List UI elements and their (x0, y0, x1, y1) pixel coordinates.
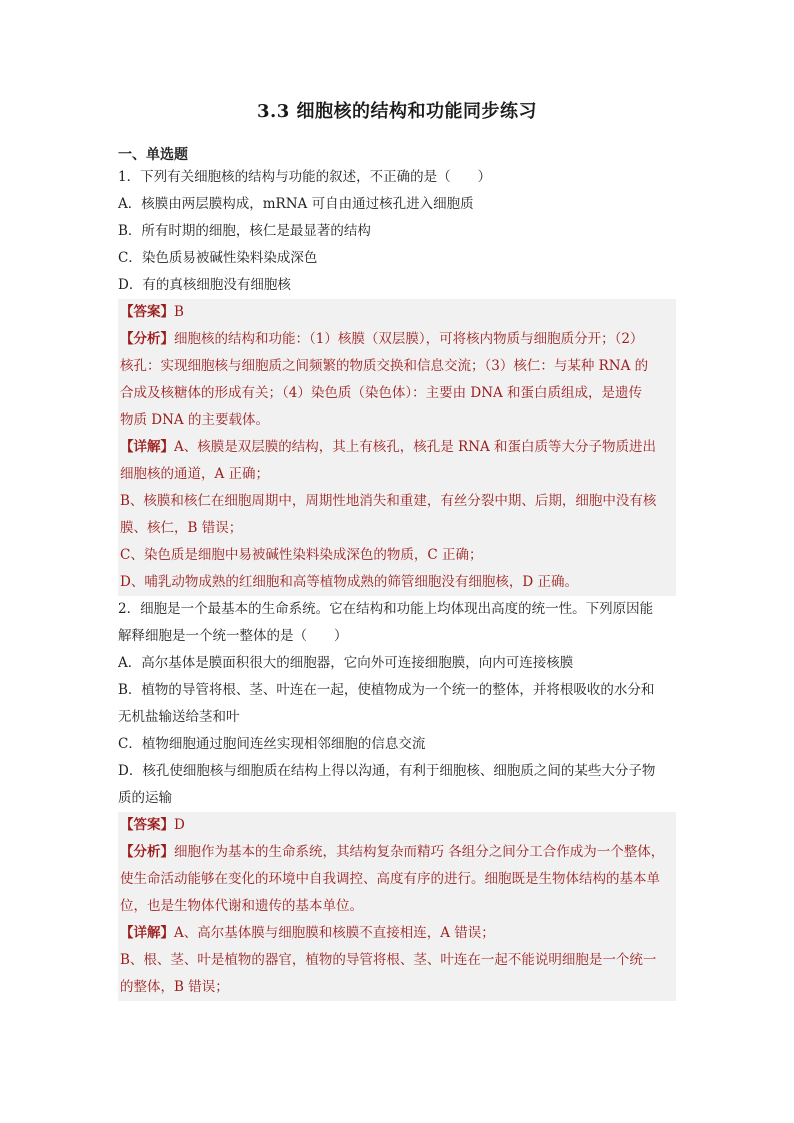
analysis-tag: 【分析】 (120, 331, 174, 347)
answer-value: B (174, 304, 184, 320)
analysis-tag: 【分析】 (120, 844, 174, 860)
answer-tag: 【答案】 (120, 817, 174, 833)
question-2-detail-line-2: B、根、茎、叶是植物的器官，植物的导管将根、茎、叶连在一起不能说明细胞是一个统一 (120, 952, 657, 968)
question-1-analysis-line-4: 物质 DNA 的主要载体。 (120, 412, 269, 428)
question-2-analysis-line-2: 使生命活动能够在变化的环境中自我调控、高度有序的进行。细胞既是生物体结构的基本单 (120, 871, 660, 887)
question-2-option-d-cont: 质的运输 (118, 790, 172, 806)
question-1-option-a: A．核膜由两层膜构成，mRNA 可自由通过核孔进入细胞质 (118, 196, 474, 212)
analysis-text: 细胞作为基本的生命系统，其结构复杂而精巧 各组分之间分工合作成为一个整体， (174, 844, 665, 860)
question-2-detail-line-1 (118, 920, 676, 947)
question-2-option-b: B．植物的导管将根、茎、叶连在一起，使植物成为一个统一的整体，并将根吸收的水分和 (118, 682, 655, 698)
question-2-option-a: A．高尔基体是膜面积很大的细胞器，它向外可连接细胞膜，向内可连接核膜 (118, 655, 574, 671)
question-2-detail-line-3: 的整体，B 错误； (120, 979, 229, 995)
question-1-detail-line-3: B、核膜和核仁在细胞周期中，周期性地消失和重建，有丝分裂中期、后期，细胞中没有核 (120, 493, 657, 509)
question-1-stem: 1．下列有关细胞核的结构与功能的叙述，不正确的是（ ） (118, 169, 492, 185)
detail-text: A、核膜是双层膜的结构，其上有核孔，核孔是 RNA 和蛋白质等大分子物质进出 (174, 439, 657, 455)
question-1-analysis-line-3: 合成及核糖体的形成有关；（4）染色质（染色体）：主要由 DNA 和蛋白质组成，是遗传 (120, 385, 643, 401)
answer-tag: 【答案】 (120, 304, 174, 320)
question-1-detail-line-1 (118, 434, 676, 461)
detail-tag: 【详解】 (120, 439, 174, 455)
document-body (118, 146, 676, 1001)
question-1-detail-line-4: 膜、核仁，B 错误； (120, 520, 243, 536)
question-2-option-b-cont: 无机盐输送给茎和叶 (118, 709, 240, 725)
question-1-detail-line-6: D、哺乳动物成熟的红细胞和高等植物成熟的筛管细胞没有细胞核，D 正确。 (120, 574, 578, 590)
question-2-analysis-line-3: 位，也是生物体代谢和遗传的基本单位。 (120, 898, 363, 914)
question-2-option-c: C．植物细胞通过胞间连丝实现相邻细胞的信息交流 (118, 736, 426, 752)
question-2-answer (118, 812, 676, 839)
question-1-detail-line-2: 细胞核的通道，A 正确； (120, 466, 270, 482)
question-2-stem-line-2: 解释细胞是一个统一整体的是（ ） (118, 628, 348, 644)
question-1-solution (118, 299, 676, 596)
question-2-analysis-line-1 (118, 839, 676, 866)
question-2-stem-line-1: 2．细胞是一个最基本的生命系统。它在结构和功能上均体现出高度的统一性。下列原因能 (118, 601, 654, 617)
question-1-answer (118, 299, 676, 326)
page-title: 3.3 细胞核的结构和功能同步练习 (256, 101, 538, 122)
question-1-detail-line-5: C、染色质是细胞中易被碱性染料染成深色的物质，C 正确； (120, 547, 483, 563)
question-2-option-d: D．核孔使细胞核与细胞质在结构上得以沟通，有利于细胞核、细胞质之间的某些大分子物 (118, 763, 656, 779)
answer-value: D (174, 817, 185, 833)
analysis-text: 细胞核的结构和功能：（1）核膜（双层膜），可将核内物质与细胞质分开；（2） (174, 331, 644, 347)
question-1-option-b: B．所有时期的细胞，核仁是最显著的结构 (118, 223, 371, 239)
question-2-solution (118, 812, 676, 1001)
detail-tag: 【详解】 (120, 925, 174, 941)
question-1-option-d: D．有的真核细胞没有细胞核 (118, 277, 291, 293)
section-heading: 一、单选题 (118, 147, 188, 163)
question-1-analysis-line-2: 核孔：实现细胞核与细胞质之间频繁的物质交换和信息交流；（3）核仁：与某种 RNA 的 (120, 358, 649, 374)
question-1-analysis-line-1 (118, 326, 676, 353)
detail-text: A、高尔基体膜与细胞膜和核膜不直接相连，A 错误； (174, 925, 495, 941)
question-1-option-c: C．染色质易被碱性染料染成深色 (118, 250, 318, 266)
